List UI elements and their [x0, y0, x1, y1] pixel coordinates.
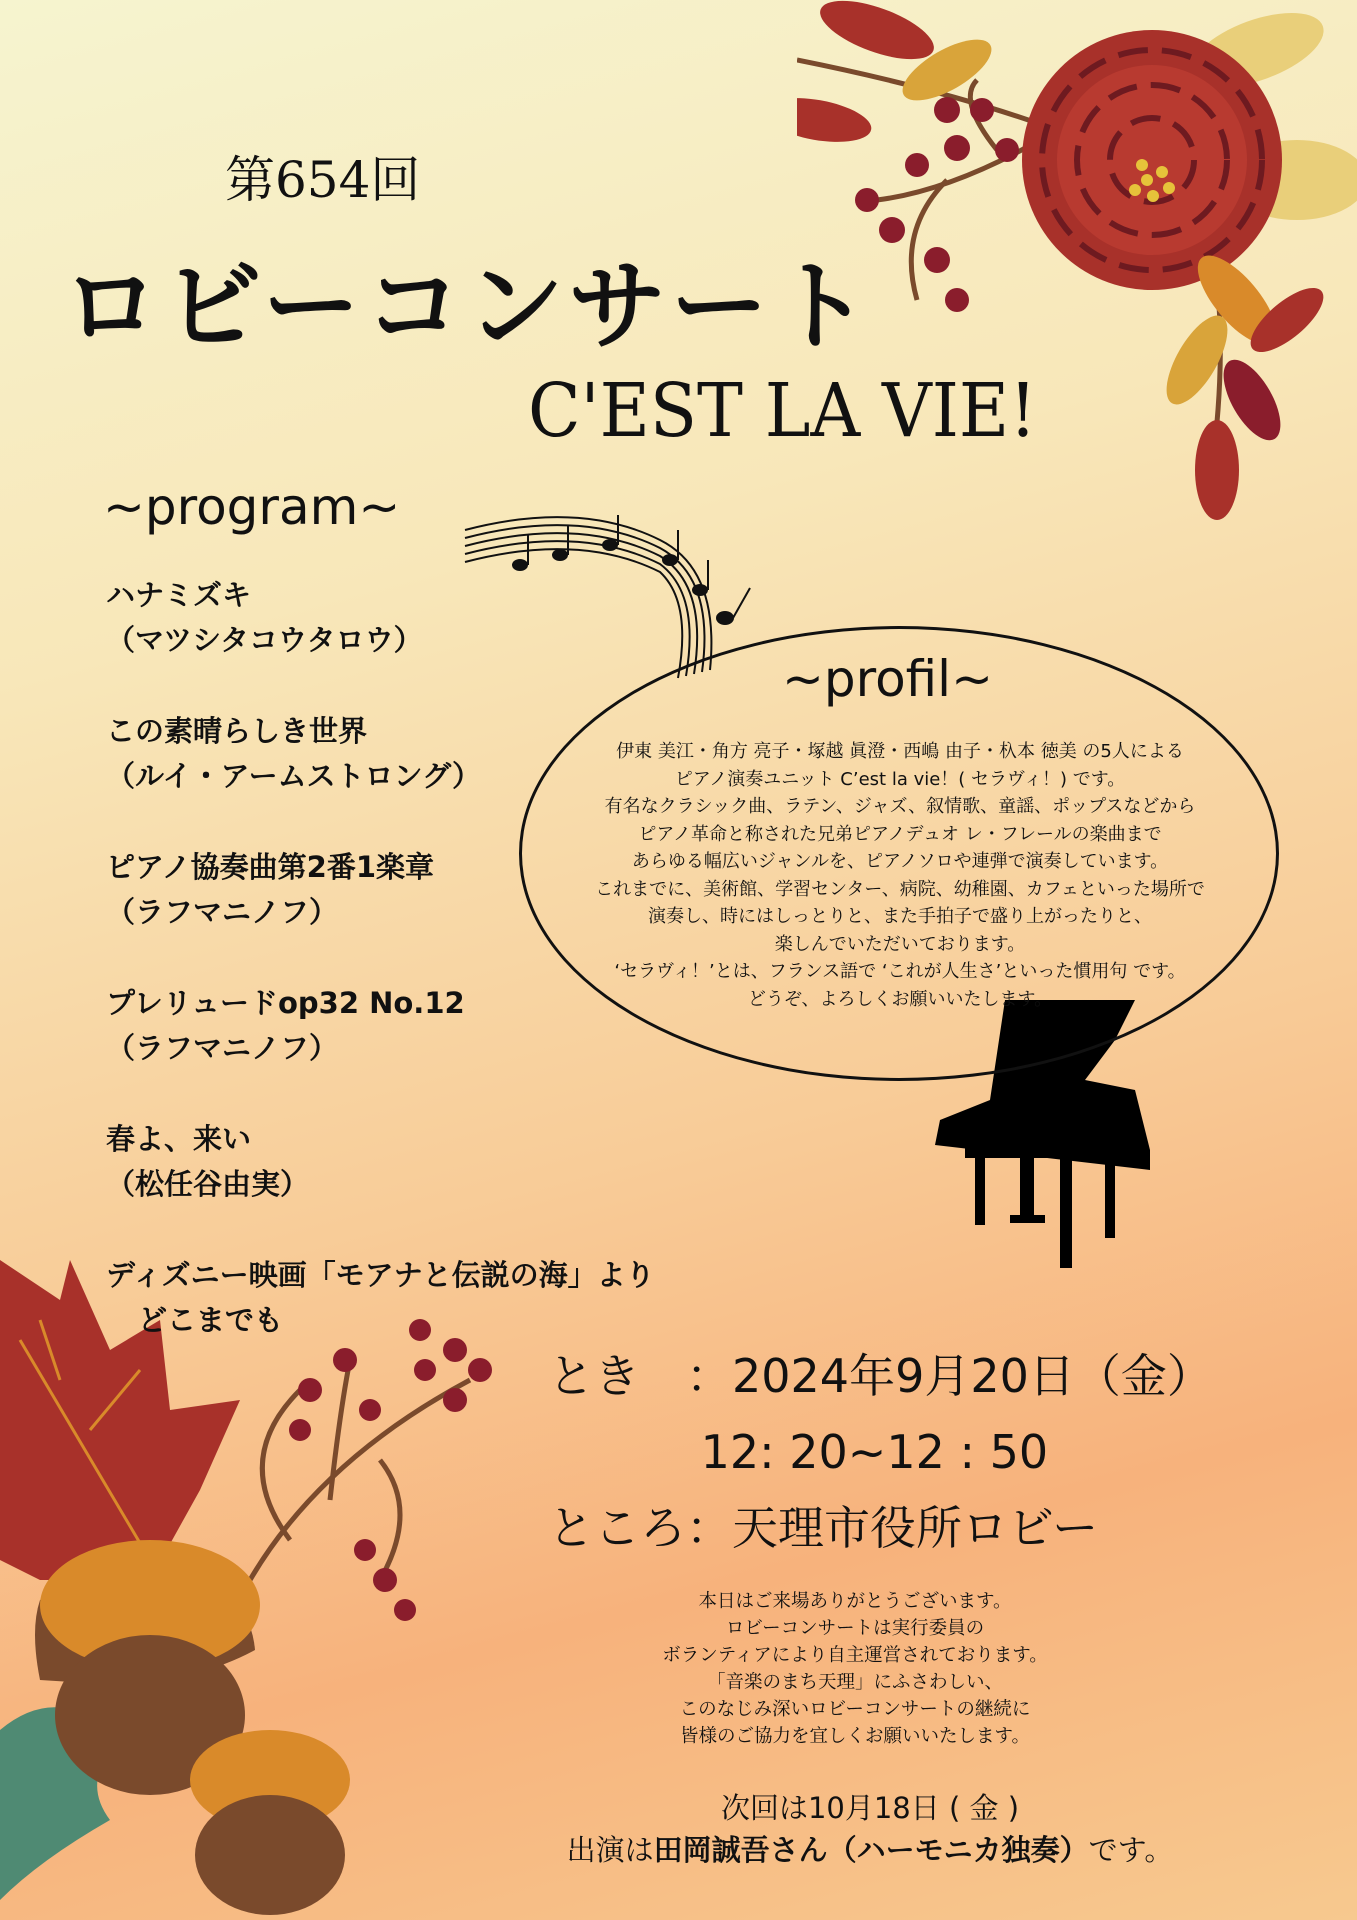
song-artist: （ルイ・アームストロング） [106, 759, 481, 793]
thanks-line: ロビーコンサートは実行委員の [725, 1618, 985, 1639]
profile-line: あらゆる幅広いジャンルを、ピアノソロや連弾で演奏しています。 [631, 851, 1169, 872]
program-item [106, 573, 746, 663]
program-item [106, 1253, 746, 1343]
thanks-line: 「音楽のまち天理」にふさわしい、 [706, 1672, 1003, 1693]
event-date: とき ：2024年9月20日（金） [548, 1349, 1213, 1403]
thanks-line: このなじみ深いロビーコンサートの継続に [679, 1699, 1031, 1720]
profile-line: 伊東 美江・角方 亮子・塚越 眞澄・西嶋 由子・杁本 徳美 の5人による [616, 741, 1184, 762]
profile-heading: ~profil~ [782, 650, 993, 708]
thanks-line: ボランティアにより自主運営されております。 [662, 1645, 1048, 1666]
program-item [106, 1117, 746, 1207]
flower-illustration [797, 0, 1357, 560]
song-artist: （マツシタコウタロウ） [106, 623, 423, 657]
song-artist: （ラフマニノフ） [106, 895, 339, 929]
event-details [548, 1338, 1213, 1566]
performer-name: 田岡誠吾さん（ハーモニカ独奏） [653, 1833, 1089, 1867]
profile-line: ピアノ演奏ユニット C’est la vie！( セラヴィ！) です。 [674, 768, 1126, 790]
song-artist: どこまでも [138, 1303, 284, 1337]
thanks-message [580, 1588, 1130, 1750]
profile-line: 演奏し、時にはしっとりと、また手拍子で盛り上がったりと、 [648, 906, 1152, 927]
concert-subtitle: C'EST LA VIE! [528, 368, 1037, 454]
song-artist: （松任谷由実） [106, 1167, 310, 1201]
song-title: この素晴らしき世界 [106, 714, 368, 748]
song-title: ディズニー映画「モアナと伝説の海」より [106, 1258, 655, 1292]
next-suffix: です。 [1088, 1833, 1174, 1867]
profile-line: ピアノ革命と称された兄弟ピアノデュオ レ・フレールの楽曲まで [638, 823, 1162, 845]
song-title: ピアノ協奏曲第2番1楽章 [106, 850, 435, 884]
event-place: ところ：天理市役所ロビー [548, 1501, 1099, 1555]
event-time: 12: 20~12 : 50 [548, 1425, 1049, 1479]
profile-line: どうぞ、よろしくお願いいたします。 [747, 988, 1053, 1010]
song-artist: （ラフマニノフ） [106, 1031, 339, 1065]
concert-title: ロビーコンサート [62, 250, 875, 364]
song-title: 春よ、来い [106, 1122, 252, 1156]
profile-text [540, 738, 1260, 1013]
thanks-line: 皆様のご協力を宜しくお願いいたします。 [679, 1726, 1031, 1747]
song-title: プレリュードop32 No.12 [106, 986, 465, 1020]
program-heading: ~program~ [103, 478, 401, 536]
profile-line: 有名なクラシック曲、ラテン、ジャズ、叙情歌、童謡、ポップスなどから [604, 796, 1196, 817]
next-prefix: 出演は [566, 1833, 654, 1867]
profile-line: これまでに、美術館、学習センター、病院、幼稚園、カフェといった場所で [595, 878, 1205, 900]
session-number: 第654回 [225, 151, 421, 209]
next-performer [480, 1829, 1260, 1871]
next-date: 次回は10月18日 ( 金 ) [720, 1791, 1020, 1825]
next-concert [480, 1787, 1260, 1871]
profile-line: ‘セラヴィ！’とは、フランス語で ‘これが人生さ’といった慣用句 です。 [614, 961, 1186, 982]
thanks-line: 本日はご来場ありがとうございます。 [698, 1591, 1012, 1612]
song-title: ハナミズキ [106, 578, 252, 612]
profile-line: 楽しんでいただいております。 [774, 933, 1026, 955]
